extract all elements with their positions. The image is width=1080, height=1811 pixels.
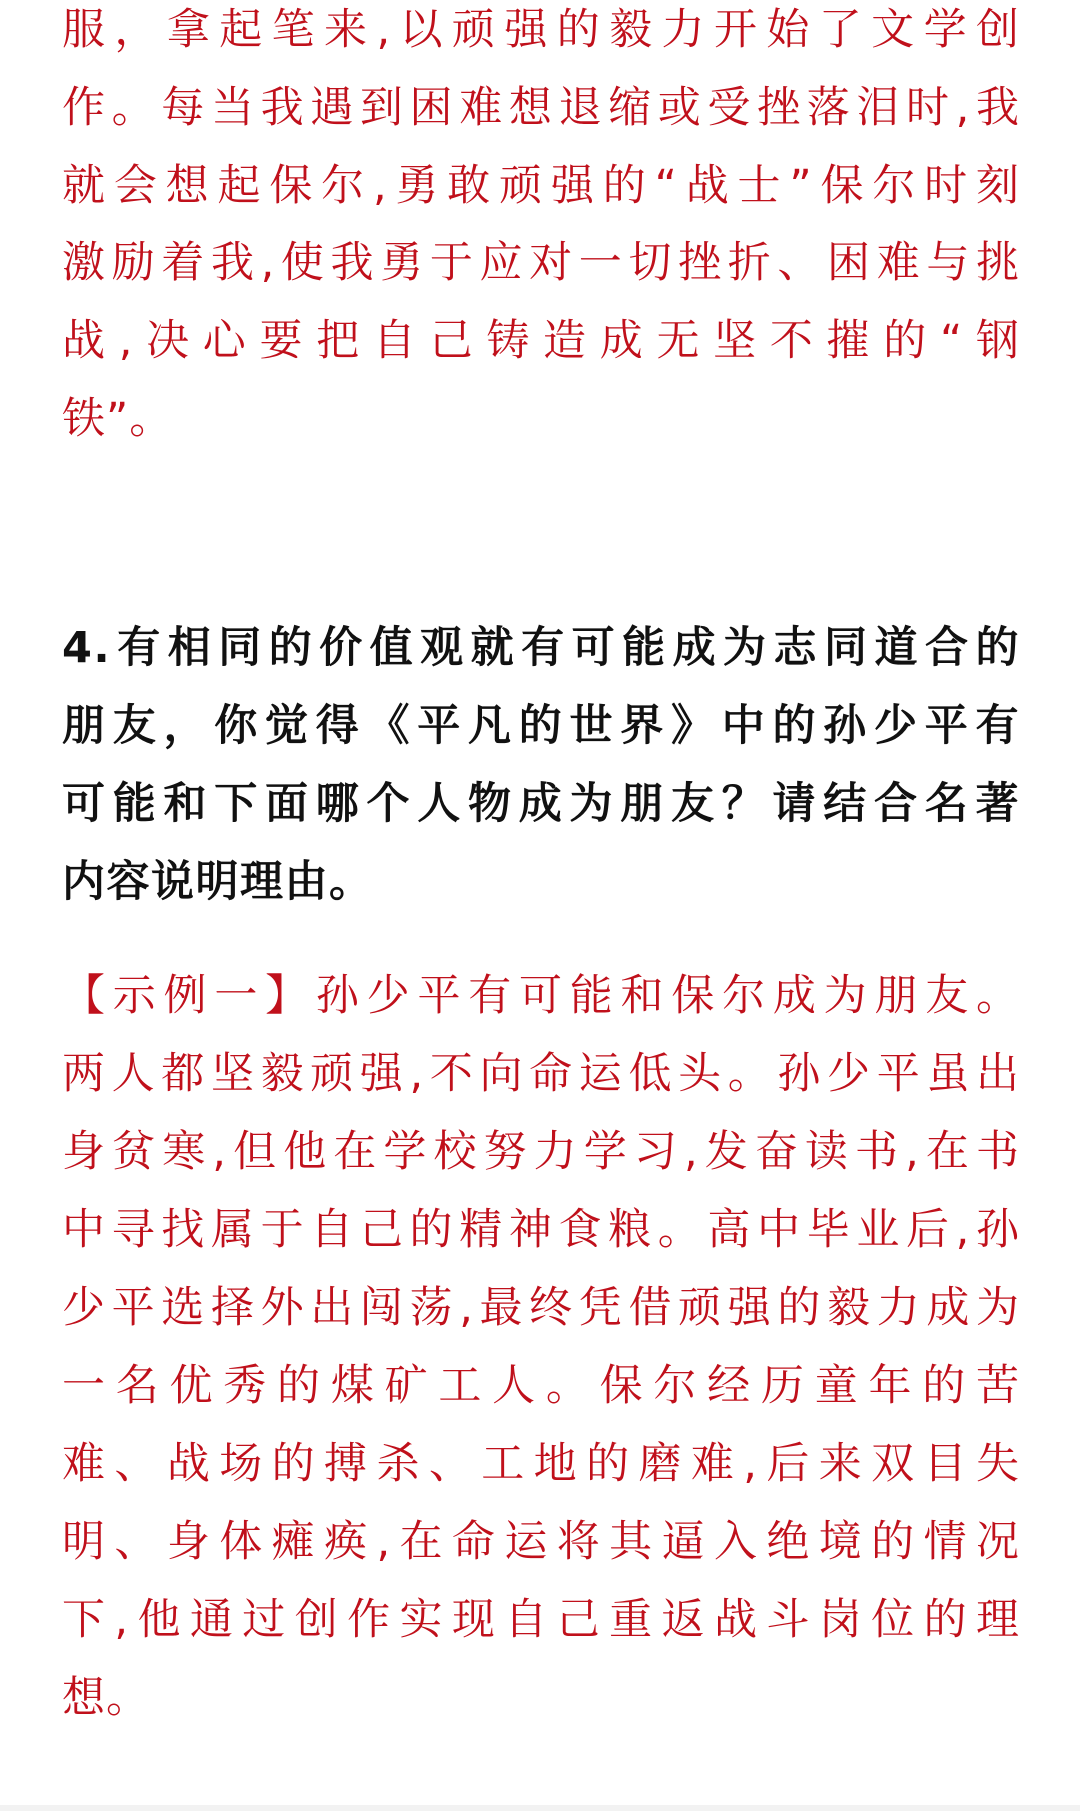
question-line: 朋友，你觉得《平凡的世界》中的孙少平有	[62, 701, 1020, 751]
answer-line: 【示例一】孙少平有可能和保尔成为朋友。	[62, 971, 1020, 1021]
answer-line: 下,他通过创作实现自己重返战斗岗位的理	[62, 1595, 1020, 1645]
passage-line: 战,决心要把自己铸造成无坚不摧的“钢	[62, 316, 1020, 366]
answer-line: 想。	[62, 1673, 150, 1723]
answer-line: 中寻找属于自己的精神食粮。高中毕业后,孙	[62, 1205, 1020, 1255]
bottom-divider	[0, 1805, 1080, 1811]
answer-line: 一名优秀的煤矿工人。保尔经历童年的苦	[62, 1361, 1020, 1411]
question-line: 内容说明理由。	[62, 857, 374, 907]
answer-line: 身贫寒,但他在学校努力学习,发奋读书,在书	[62, 1127, 1020, 1177]
question-line: 4.有相同的价值观就有可能成为志同道合的	[62, 623, 1020, 673]
passage-line: 服，拿起笔来,以顽强的毅力开始了文学创	[62, 5, 1020, 55]
answer-line: 明、身体瘫痪,在命运将其逼入绝境的情况	[62, 1517, 1020, 1567]
passage-line: 激励着我,使我勇于应对一切挫折、困难与挑	[62, 238, 1020, 288]
answer-line: 难、战场的搏杀、工地的磨难,后来双目失	[62, 1439, 1020, 1489]
passage-line: 铁”。	[62, 394, 174, 444]
answer-line: 少平选择外出闯荡,最终凭借顽强的毅力成为	[62, 1283, 1020, 1333]
question-line: 可能和下面哪个人物成为朋友？请结合名著	[62, 779, 1020, 829]
passage-line: 就会想起保尔,勇敢顽强的“战士”保尔时刻	[62, 161, 1020, 211]
answer-line: 两人都坚毅顽强,不向命运低头。孙少平虽出	[62, 1049, 1020, 1099]
passage-line: 作。每当我遇到困难想退缩或受挫落泪时,我	[62, 83, 1020, 133]
